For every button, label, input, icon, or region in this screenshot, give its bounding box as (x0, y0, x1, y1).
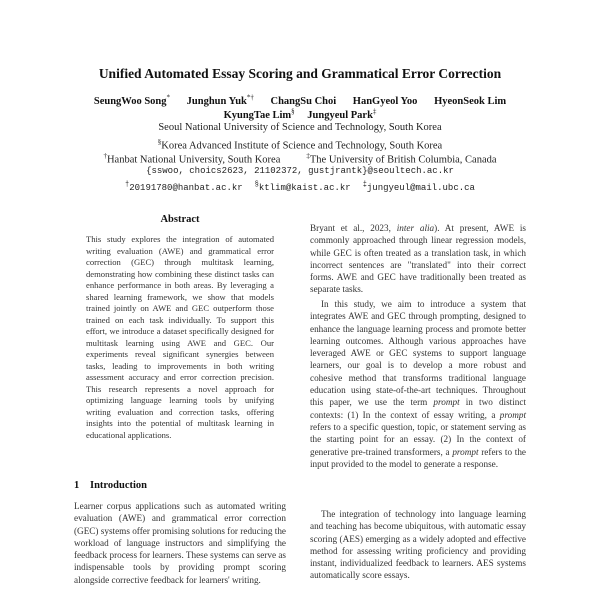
paper-title: Unified Automated Essay Scoring and Grammatical Error Correction (98, 66, 502, 81)
abstract-text: This study explores the integration of automated writing evaluation (AWE) and grammatical error correction (GEC) through multitask learning, demonstrating how combining these distinct tasks can enhance performance in both areas. By leveraging a shared learning framework, we show that models trained jointly on AWE and GEC outperform those trained on each task individually. To support this effort, we introduce a dataset specifically designed for multitask learning using AWE and GEC. Our experiments reveal significant synergies between tasks, leading to improvements in both writing assessment accuracy and error correction precision. This research represents a novel approach for optimizing language learning tools by unifying writing evaluation and correction tasks, offering insights into the potential of multitask learning in educational applications. (86, 234, 274, 440)
author: HyeonSeok Lim (434, 95, 507, 107)
author: Junghun Yuk*† (186, 93, 254, 107)
email-others: †20191780@hanbat.ac.kr §ktlim@kaist.ac.kr ‡jungyeul@mail.ubc.ca (125, 181, 475, 193)
author: SeungWoo Song* (93, 93, 171, 107)
author: KyungTae Lim§ (223, 107, 295, 121)
author: HanGyeol Yoo (352, 95, 418, 107)
affiliation-hanbat-ubc: †Hanbat National University, South Korea ‡The University of British Columbia, Canada (103, 152, 497, 166)
affiliation-seoul: Seoul National University of Science and Technology, South Korea (158, 122, 442, 133)
right-paragraph-3: The integration of technology into language learning and teaching has become ubiquitous, with automatic essay scoring (AES) emerging as a widely adopted and effective method for assessing writing proficiency and providing instant, individualized feedback to learners. AES systems automatically score essays. (310, 509, 526, 581)
email-seoultech: {sswoo, choics2623, 21102372, gustjrantk}@seoultech.ac.kr (146, 166, 454, 176)
author: ChangSu Choi (270, 95, 337, 107)
affiliation-kaist: §Korea Advanced Institute of Science and Technology, South Korea (157, 138, 443, 152)
author: Jungyeul Park‡ (307, 107, 377, 121)
introduction-paragraph: Learner corpus applications such as automated writing evaluation (AWE) and grammatical error correction (GEC) systems offer promising solutions for reducing the workload of language instructors and simplifying the feedback process for learners. These systems can serve as indispensable tools by providing prompt scoring alongside corrective feedback for learners' writing. (74, 501, 286, 585)
author-line-2 (0, 107, 600, 121)
section-heading-introduction: 1 Introduction (74, 480, 147, 491)
right-paragraph-2: In this study, we aim to introduce a system that integrates AWE and GEC through prompting, designed to enhance the language learning process and promote better learning outcomes. Although various approaches have leveraged AWE or GEC systems to support language learners, our goal is to develop a more robust and cohesive method that transforms traditional language education using state-of-the-art techniques. Throughout this paper, we use the term prompt in two distinct contexts: (1) In the context of essay writing, a prompt refers to a specific question, topic, or statement serving as the starting point for an essay. (2) In the context of generative pre-trained transformers, a prompt refers to the input provided to the model to generate a response. (310, 299, 526, 469)
author-line-1 (0, 93, 600, 107)
abstract-heading: Abstract (160, 214, 200, 225)
right-paragraph-1: Bryant et al., 2023, inter alia). At present, AWE is commonly approached through linear regression models, while GEC is often treated as a translation task, in which incorrect sentences are "translated" into their correct forms. AWE and GEC have traditionally been treated as separate tasks. (310, 223, 526, 295)
